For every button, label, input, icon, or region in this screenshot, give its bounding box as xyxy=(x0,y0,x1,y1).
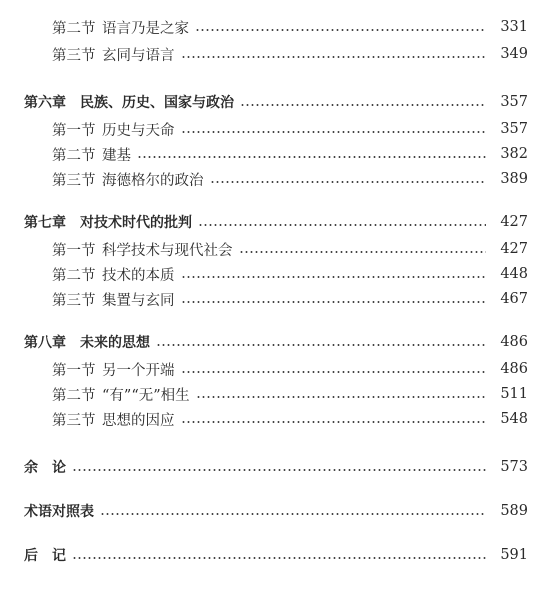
section-number: 第二节 xyxy=(52,147,96,164)
section-title: “有”“无”相生 xyxy=(102,387,190,404)
section-number: 第二节 xyxy=(52,267,96,284)
toc-section-entry[interactable] xyxy=(0,263,539,285)
toc-chapter-entry[interactable] xyxy=(0,544,539,566)
page-number: 548 xyxy=(500,411,528,427)
dot-leader xyxy=(181,276,487,278)
toc-section-entry[interactable] xyxy=(0,238,539,260)
toc-entry-title xyxy=(52,169,204,190)
chapter-title: 第八章 未来的思想 xyxy=(24,335,150,351)
section-number: 第一节 xyxy=(52,122,96,139)
toc-section-entry[interactable] xyxy=(0,358,539,380)
page-number: 467 xyxy=(500,291,528,307)
section-number: 第三节 xyxy=(52,172,96,189)
dot-leader xyxy=(181,301,487,303)
page-number: 349 xyxy=(500,46,528,62)
page-number: 511 xyxy=(500,386,528,402)
toc-entry-title xyxy=(52,264,175,285)
dot-leader xyxy=(240,104,486,106)
dot-leader xyxy=(198,224,486,226)
dot-leader xyxy=(72,469,486,471)
chapter-title: 术语对照表 xyxy=(24,504,94,520)
page-number: 427 xyxy=(500,241,528,257)
toc-entry-title xyxy=(52,119,175,140)
toc-entry-title xyxy=(52,409,175,430)
dot-leader xyxy=(156,344,486,346)
toc-entry-title xyxy=(52,17,189,38)
dot-leader xyxy=(181,421,487,423)
dot-leader xyxy=(195,29,486,31)
dot-leader xyxy=(181,56,487,58)
page-number: 448 xyxy=(500,266,528,282)
toc-section-entry[interactable] xyxy=(0,383,539,405)
section-number: 第三节 xyxy=(52,412,96,429)
toc-section-entry[interactable] xyxy=(0,143,539,165)
toc-section-entry[interactable] xyxy=(0,118,539,140)
section-number: 第一节 xyxy=(52,242,96,259)
toc-entry-title xyxy=(52,384,190,405)
dot-leader xyxy=(137,156,486,158)
toc-chapter-entry[interactable] xyxy=(0,211,539,233)
page-number: 589 xyxy=(500,503,528,519)
section-title: 建基 xyxy=(102,147,131,164)
page-number: 357 xyxy=(500,121,528,137)
chapter-title: 第七章 对技术时代的批判 xyxy=(24,215,192,231)
page-number: 427 xyxy=(500,214,528,230)
toc-chapter-entry[interactable] xyxy=(0,91,539,113)
dot-leader xyxy=(196,396,486,398)
dot-leader xyxy=(181,371,487,373)
dot-leader xyxy=(181,131,487,133)
toc-entry-title xyxy=(52,359,175,380)
section-title: 技术的本质 xyxy=(102,267,175,284)
section-number: 第三节 xyxy=(52,47,96,64)
section-title: 思想的因应 xyxy=(102,412,175,429)
section-number: 第二节 xyxy=(52,20,96,37)
toc-entry-title xyxy=(52,144,131,165)
toc-section-entry[interactable] xyxy=(0,408,539,430)
section-title: 语言乃是之家 xyxy=(102,20,189,37)
section-title: 另一个开端 xyxy=(102,362,175,379)
page-number: 486 xyxy=(500,334,528,350)
toc-entry-title xyxy=(52,289,175,310)
chapter-title: 后 记 xyxy=(24,548,66,564)
section-number: 第三节 xyxy=(52,292,96,309)
page-number: 591 xyxy=(500,547,528,563)
toc-chapter-entry[interactable] xyxy=(0,331,539,353)
toc-section-entry[interactable] xyxy=(0,16,539,38)
page-number: 331 xyxy=(500,19,528,35)
page-number: 486 xyxy=(500,361,528,377)
toc-section-entry[interactable] xyxy=(0,168,539,190)
toc-section-entry[interactable] xyxy=(0,288,539,310)
toc-section-entry[interactable] xyxy=(0,43,539,65)
dot-leader xyxy=(100,513,486,515)
page-number: 573 xyxy=(500,459,528,475)
section-number: 第一节 xyxy=(52,362,96,379)
page-number: 382 xyxy=(500,146,528,162)
toc-chapter-entry[interactable] xyxy=(0,500,539,522)
toc-entry-title xyxy=(52,239,233,260)
toc-entry-title xyxy=(52,44,175,65)
page-number: 357 xyxy=(500,94,528,110)
dot-leader xyxy=(239,251,487,253)
chapter-title: 余 论 xyxy=(24,460,66,476)
dot-leader xyxy=(210,181,487,183)
section-title: 历史与天命 xyxy=(102,122,175,139)
section-title: 科学技术与现代社会 xyxy=(102,242,233,259)
section-title: 海德格尔的政治 xyxy=(102,172,204,189)
dot-leader xyxy=(72,557,486,559)
page-number: 389 xyxy=(500,171,528,187)
section-title: 玄同与语言 xyxy=(102,47,175,64)
toc-chapter-entry[interactable] xyxy=(0,456,539,478)
chapter-title: 第六章 民族、历史、国家与政治 xyxy=(24,95,234,111)
section-number: 第二节 xyxy=(52,387,96,404)
section-title: 集置与玄同 xyxy=(102,292,175,309)
